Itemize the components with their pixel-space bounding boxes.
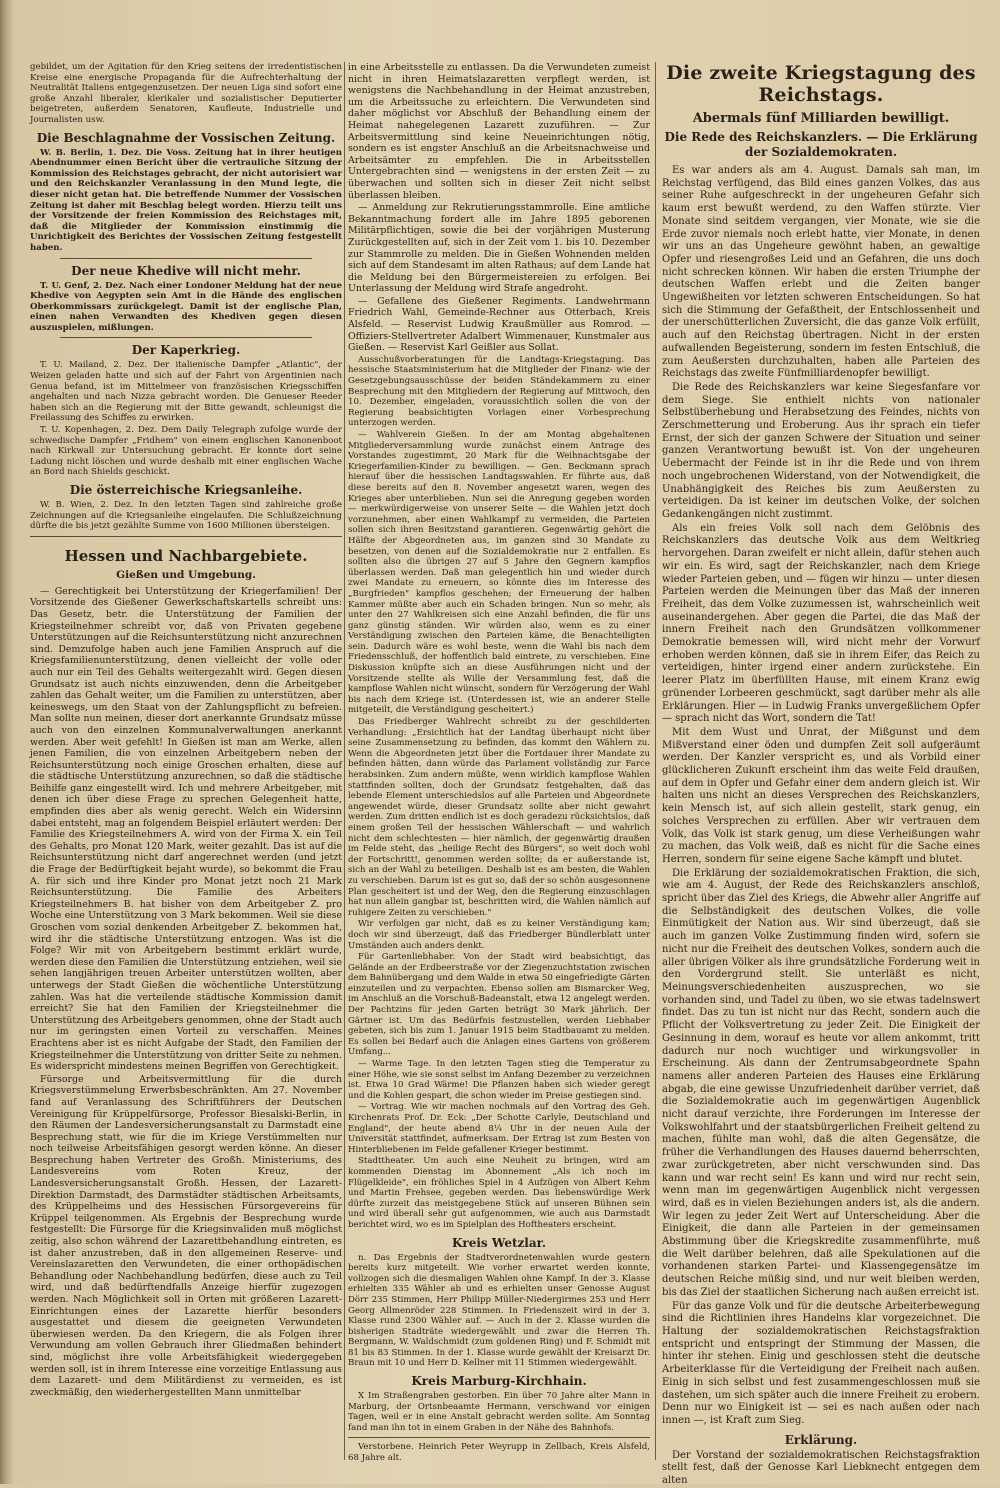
article-text: Für Gartenliebhaber. Von der Stadt wird beabsichtigt, das Gelände an der Erdbeerstraße vor der Ziegenzuchtstation zwischen dem Bahnübergang und dem Walde in etwa 50 eingefriedigte Gärten einzuteilen und zu verpachten. Ebenso sollen am Bismarcker Weg, im Anschluß an die Vorschuß-Badeanstalt, etwa 12 angelegt werden. Der Pachtzins für jeden Garten beträgt 30 Mark jährlich. Der Gärtner ist. Um das Bedürfnis festzustellen, werden Liebhaber gebeten, sich bis zum 1. Januar 1915 beim Stadtbauamt zu melden. Es sollen bei Bedarf auch die Anlagen eines Gartens von größerem Umfang...	[348, 952, 650, 1058]
article-text: Mit dem Wust und Unrat, der Mißgunst und dem Mißverstand einer öden und dumpfen Zeit soll aufgeräumt werden. Der Kanzler verspricht es, und als Vorbild einer glücklicheren Zukunft erscheint ihm das weite Feld draußen, auf dem in Opfer und Gefahr einer dem andern gleich ist. Wir halten uns nicht an dieses Versprechen des Reichskanzlers, kein Mensch ist, auf sich allein gestellt, stark genug, ein solches Versprechen zu erfüllen. Aber wir vertrauen dem Volk, das Volk ist stark genug, um diese Verheißungen wahr zu machen, das Volk weiß, daß es nicht für die Sache eines Herren, sondern für seine eigene Sache kämpft und blutet.	[662, 726, 980, 865]
article-text: — Anmeldung zur Rekrutierungsstammrolle. Eine amtliche Bekanntmachung fordert alle im Jahre 1895 geborenen Militärpflichtigen, sowie die bei der vorjährigen Musterung Zurückgestellten auf, sich in der Zeit vom 1. bis 10. Dezember zur Stammrolle zu melden. Die in Gießen Wohnenden melden sich auf dem Standesamt im alten Rathaus; auf dem Lande hat die Meldung bei den Bürgermeistereien zu erfolgen. Bei Unterlassung der Meldung wird Strafe angedroht.	[348, 202, 650, 295]
article-text: — Wahlverein Gießen. In der am Montag abgehaltenen Mitgliederversammlung wurde zunächst einem Antrage des Vorstandes zugestimmt, 20 Mark für die Weihnachtsgabe der Kriegerfamilien-Kinder zu bewilligen. — Gen. Beckmann sprach hierauf über die hessischen Landtagswahlen. Er führte aus, daß diese bereits auf den 8. November angesetzt waren, wegen des Krieges aber unterblieben. Nun sei die Anregung gegeben worden — merkwürdigerweise von unserer Seite — die Wahlen jetzt doch vorzunehmen, aber einen Wahlkampf zu vermeiden, die Parteien sollen sich ihren Besitzstand garantieren. Gegenwärtig gehört die Hälfte der Abgeordneten aus, im ganzen sind 30 Mandate zu besetzen, von denen auf die Sozialdemokratie nur 2 entfallen. Es sollten also die übrigen 27 auf 5 Jahre den Gegnern kampflos überlassen werden. Daß man gelegentlich hin und wieder durch zwei Mandate zu erneuern, so könnte dies im Interesse des „Burgfrieden" kampflos geschehen; der Erneuerung der halben Kammer müßte aber auch ein Schaden bringen. Nun so mehr, als unter den 27 Wahlkreisen sich eine Anzahl befinden, die für uns ganz günstig ständen. Wir würden also, wenn es zu einer Verständigung zwischen den Parteien käme, die Benachteiligten sein. Dadurch wäre es wohl beste, wenn die Wahl bis nach dem Friedensschluß, der hoffentlich bald eintrete, zu verschieben. Eine Diskussion knüpfte sich an diese Ausführungen nicht und der Vorsitzende stellte als Wille der Versammlung fest, daß die kampflose Wahlen nicht wünscht, sondern für Verzögerung der Wahl bis nach dem Kriege ist. (Unterdessen ist, wie an anderer Stelle mitgeteilt, die Verständigung gescheitert.)	[348, 430, 650, 716]
article-text: Stadttheater. Um auch eine Neuheit zu bringen, wird am kommenden Dienstag im Abonnement „Als ich noch im Flügelkleide", ein fröhliches Spiel in 4 Aufzügen von Albert Kehm und Martin Frehsee, gegeben werden. Das liebenswürdige Werk dürfte zurzeit das meistgegebene Stück auf unseren Bühnen sein und wird überall sehr gut aufgenommen, wie auch aus Darmstadt berichtet wird, wo es im Spielplan des Hoftheaters erscheint.	[348, 1156, 650, 1230]
article-text: Der Vorstand der sozialdemokratischen Reichstagsfraktion stellt fest, daß der Genosse Karl Liebknecht entgegen dem alten	[662, 1449, 980, 1487]
subheadline: Die Rede des Reichskanzlers. — Die Erklärung der Sozialdemokraten.	[664, 130, 978, 159]
article-text: Die Rede des Reichskanzlers war keine Siegesfanfare vor dem Siege. Sie enthielt nichts von nationaler Selbstüberhebung und Herabsetzung des Feindes, nichts von Zerschmetterung und Eroberung. Aus ihr sprach ein tiefer Ernst, der sich der ganzen Schwere der Situation und seiner ganzen Verantwortung bewußt ist. Von der ungeheuren Uebermacht der Feinde ist in ihr die Rede und von ihrem noch ungebrochenen Widerstand, von der Notwendigkeit, die Unabhängigkeit des Reiches bis zum Aeußersten zu verteidigen. Da ist keiner im deutschen Volke, der solchen Gedankengängen nicht zustimmt.	[662, 381, 980, 520]
article-text: Wir verfolgen gar nicht, daß es zu keiner Verständigung kam; doch wir sind überzeugt, daß das Friedberger Bündlerblatt unter Umständen auch anders denkt.	[348, 919, 650, 951]
article-text: — Warme Tage. In den letzten Tagen stieg die Temperatur zu einer Höhe, wie sie sonst selbst im Anfang Dezember zu verzeichnen ist. Etwa 10 Grad Wärme! Die Pflanzen haben sich wieder geregt und die Kohlen gespart, die schon wieder im Preise gestiegen sind.	[348, 1059, 650, 1101]
divider	[60, 258, 312, 259]
article-text: — Vortrag. Wie wir machen nochmals auf den Vortrag des Geh. Kirchenrats Prof. Dr. Eck: „Der Schotte Carlyle, Deutschland und England", der heute abend 8¼ Uhr in der neuen Aula der Universität stattfindet, aufmerksam. Der Ertrag ist zum Besten von Hinterbliebenen im Felde gefallener Krieger bestimmt.	[348, 1102, 650, 1155]
article-text: Als ein freies Volk soll nach dem Gelöbnis des Reichskanzlers das deutsche Volk aus dem Weltkrieg hervorgehen. Daran zweifelt er nicht allein, dafür stehen auch wir ein. Es wird, sagt der Reichskanzler, nach dem Kriege wieder Parteien geben, und — fügen wir hinzu — unter diesen Parteien werden die Meinungen über das Maß der inneren Freiheit, das dem Volke zuzumessen ist, wahrscheinlich weit auseinandergehen. Aber gegen die Partei, die das Maß der innern Freiheit nach den Grundsätzen vollkommener Demokratie bemessen will, wird nicht mehr der Vorwurf erhoben werden können, daß sie in ihrem Eifer, das Reich zu verteidigen, hinter irgend einer andern zurückstehe. Ein leerer Platz im überfüllten Hause, mit einem Kranz ewig grünender Lorbeeren geschmückt, sagt darüber mehr als alle Erklärungen. Hier — in Ludwig Franks unvergeßlichem Opfer — sprach nicht das Wort, sondern die Tat!	[662, 522, 980, 725]
article-text: n. Das Ergebnis der Stadtverordnetenwahlen wurde gestern bereits kurz mitgeteilt. Wie vorher erwartet werden konnte, vollzogen sich die diesmaligen Wahlen ohne Kampf. In der 3. Klasse erhielten 335 Wähler ab und es erhielten unser Genosse August Dörr 235 Stimmen, Herr Philipp Müller-Niedergirmes 253 und Herr Georg Allmenröder 228 Stimmen. In Friedenszeit wird in der 3. Klasse rund 2300 Wähler auf. — Auch in der 2. Klasse wurden die bisherigen Stadträte wiedergewählt und zwar die Herren Th. Bergmann, W. Waldschmidt (zum goldenen Ring) und F. Schmidt mit 81 bis 83 Stimmen. In der 1. Klasse wurde gewählt der Kreisarzt Dr. Braun mit 10 und Herr D. Kellner mit 11 Stimmen wiedergewählt.	[348, 1252, 650, 1369]
headline: Erklärung.	[784, 1432, 858, 1447]
headline: Die österreichische Kriegsanleihe.	[69, 483, 303, 497]
section-headline: Hessen und Nachbargebiete.	[64, 546, 308, 565]
article-text: — Gerechtigkeit bei Unterstützung der Kriegerfamilien! Der Vorsitzende des Gießener Gewerkschaftskartells schreibt uns: Das Gesetz, betr. die Unterstützung der Familien der Kriegsteilnehmer schreibt vor, daß von Privaten gegebene Unterstützungen auf die Reichsunterstützung nicht anzurechnen sind. Demzufolge haben auch jene Familien Anspruch auf die Kriegsfamilienunterstützung, denen vielleicht der volle oder auch nur ein Teil des Gehalts weitergezahlt wird. Gegen diesen Grundsatz ist auch nichts einzuwenden, denn die Arbeitgeber zahlen das Gehalt weiter, um die Familien zu unterstützen, aber keineswegs, um den Staat von der Zahlungspflicht zu befreien. Man sollte nun meinen, dieser dort anerkannte Grundsatz müsse auch von den einzelnen Kommunalverwaltungen anerkannt werden. Aber weit gefehlt! In Gießen ist man am Werke, allen jenen Familien, die von einzelnen Arbeitgebern neben der Reichsunterstützung noch einige Groschen erhalten, diese auf die städtische Unterstützung anzurechnen, so daß die städtische Beihilfe ganz eingestellt wird. Ich und mehrere Arbeitgeber, mit denen ich über diese Frage zu sprechen Gelegenheit hatte, empfinden dies aber als wenig gerecht. Welch ein Widersinn dabei entsteht, mag an folgendem Beispiel erläutert werden: Der Familie des Kriegsteilnehmers A. wird von der Firma X. ein Teil des Gehalts, pro Monat 120 Mark, weiter gezahlt. Das ist auf die Reichsunterstützung nicht darf angerechnet werden (und jetzt die Frage der Bedürftigkeit bejaht wurde), so bekommt die Frau A. für sich und ihre Kinder pro Monat jetzt noch 21 Mark Reichsunterstützung. Die Familie des Arbeiters Kriegsteilnehmers B. hat bisher von dem Arbeitgeber Z. pro Woche eine Unterstützung von 3 Mark bekommen. Weil sie diese Groschen vom sozial denkenden Arbeitgeber Z. bekommen hat, wird ihr die städtische Unterstützung entzogen. Was ist die Folge? Wir mit von Arbeitgebern bestimmt erklärt wurde, werden diese den Familien die Unterstützung entziehen, weil sie sehen langjährigen treuen Arbeiter unterstützen wollten, aber unterwegs der Stadt Gießen die wöchentliche Unterstützung zahlen. Was hat die verteilende städtische Kommission damit erreicht? Sie hat den Familien der Kriegsteilnehmer die Unterstützung des Arbeitgebers genommen, ohne der Stadt auch nur im geringsten einen Vorteil zu verschaffen. Meines Erachtens aber ist es nicht Aufgabe der Stadt, den Familien der Kriegsteilnehmer die Unterstützung von dritter Seite zu nehmen. Es widerspricht mindestens meinen Begriffen von Gerechtigkeit.	[30, 585, 342, 1073]
headline: Kreis Marburg-Kirchhain.	[411, 1374, 587, 1389]
article-text: Es war anders als am 4. August. Damals sah man, im Reichstag verfügend, das Bild eines ganzen Volkes, das aus seiner Ruhe aufgeschreckt in der ungeheuren Gefahr sich kaum erst bewußt werdend, zu den Waffen stürzte. Vier Monate sind seitdem vergangen, vier Monate, wie sie die Erde zuvor niemals noch erlebt hatte, vier Monate, in denen wir uns an das Ungeheure gewöhnt haben, an gewaltige Opfer und riesengroßes Leid und an Gefahren, die uns doch nicht schrecken können. Wir haben die ersten Triumphe der deutschen Waffen erlebt und die Zeiten banger Ungewißheiten vor letzten schweren Entscheidungen. So hat sich die Stimmung der Gefaßtheit, der Entschlossenheit und der unerschütterlichen Zuversicht, die das ganze Volk erfüllt, auch auf den Reichstag übertragen. Nicht in der ersten aufwallenden Begeisterung, sondern im festen Entschluß, die zum Aeußersten durchzuhalten, haben alle Parteien des Reichstags das zweite Fünfmilliardenopfer bewilligt.	[662, 165, 980, 380]
article-text: Das Friedberger Wahlrecht schreibt zu der geschilderten Verhandlung: „Ersichtlich hat der Landtag überhaupt nicht über seine Zusammensetzung zu befinden, das kommt den Wählern zu. Wenn die Abgeordneten jetzt über die Fortdauer ihrer Mandate zu befinden hätten, dann würde das Parlament vollständig zur Farce herabsinken. Zum andern müßte, wenn wirklich kampflose Wahlen stattfinden sollten, doch der Grundsatz festgehalten, daß das lebende Element unterschiedslos auf alle Parteien und Abgeordnete angewendet würde, dieser Grundsatz sollte aber nicht gewahrt werden. Zum dritten endlich ist es doch geradezu rücksichtslos, daß einem großen Teil der hessischen Wählerschaft — und wahrlich nicht dem schlechtesten — hier nämlich, der gegenwärtig draußen im Felde steht, das „heilige Recht des Bürgers", so weit doch wohl der Fortschritt!, genommen werden sollte; da er außerstande ist, sich an der Wahl zu beteiligen. Deshalb ist es am besten, die Wahlen zu verschieben. Darum ist es gut so, daß der so schön ausgesonnene Plan gescheitert ist und der Weg, den die Regierung einzuschlagen hat nun allein gangbar ist, beschritten wird, die Wahlen nämlich auf ruhigere Zeiten zu verschieben."	[348, 717, 650, 918]
article-text: T. U. Kopenhagen, 2. Dez. Dem Daily Telegraph zufolge wurde der schwedische Dampfer „Fridhem" von einem englischen Kanonenboot nach Kirkwall zur Untersuchung gebracht. Er konnte dort seine Ladung nicht löschen und wurde deshalb mit einer englischen Wache an Bord nach Shields geschickt.	[30, 425, 342, 478]
article-text: W. B. Wien, 2. Dez. In den letzten Tagen sind zahlreiche große Zeichnungen auf die Kriegsanleihe eingelaufen. Die Schlußzeichnung dürfte die bis jetzt gezählte Summe von 1600 Millionen übersteigen.	[30, 500, 342, 532]
divider	[30, 536, 342, 537]
article-text: Fürsorge und Arbeitsvermittlung für die durch Kriegsverstümmelung Erwerbsbeschränkten. Am 27. November fand auf Veranlassung des Schriftführers der Deutschen Vereinigung für Krüppelfürsorge, Professor Biesalski-Berlin, in den Räumen der Landesversicherungsanstalt zu Darmstadt eine Besprechung statt, wie für die im Kriege Verstümmelten nur noch teilweise Arbeitsfähigen gesorgt werden könne. An dieser Besprechung haben Vertreter des Großh. Ministeriums, des Landesvereins vom Roten Kreuz, der Landesversicherungsanstalt Großh. Hessen, der Lazarett-Direktion Darmstadt, des Darmstädter städtischen Arbeitsamts, des Krüppelheims und des Hessischen Fürsorgevereins für Krüppel teilgenommen. Als Ergebnis der Besprechung wurde festgestellt: Die Fürsorge für die Kriegsinvaliden muß möglichst zeitig, also schon während der Lazarettbehandlung eintreten, es ist daher anzustreben, daß in den allgemeinen Reserve- und Vereinslazaretten den Verwundeten, die einer orthopädischen Behandlung oder Nachbehandlung bedürfen, diese auch zu Teil wird, und daß bedürftendfalls Anzeige hierfür zugezogen werden. Nach Möglichkeit soll in Orten mit größeren Lazarett-Einrichtungen eines der Lazarette hierfür besonders ausgestattet und diesem die geeigneten Verwundeten überwiesen werden. Da den Kriegern, die als Folgen ihrer Verwundung am vollen Gebrauch ihrer Gliedmaßen behindert sind, möglichst ihre volle Arbeitsfähigkeit wiedergegeben werden soll, ist in ihrem Interesse eine vorzeitige Entlassung aus dem Lazarett- und dem Militärdienst zu vermeiden, es ist zweckmäßig, den wiederhergestellten Mann unmittelbar	[30, 1073, 342, 1398]
article-text: in eine Arbeitsstelle zu entlassen. Da die Verwundeten zumeist nicht in ihren Heimatslazaretten verpflegt werden, ist wenigstens die Nachbehandlung in der Heimat anzustreben, um die Arbeitssuche zu erleichtern. Die Verwundeten sind daher möglichst vor Abschluß der Behandlung einem der Heimat nahegelegenen Lazarett zuzuführen. — Zur Arbeitsvermittlung sind keine Neueinrichtungen nötig, sondern es ist engster Anschluß an die Arbeitsnachweise und Arbeitsämter zu empfehlen. Die in Arbeitsstellen Untergebrachten sind — wenigstens in der ersten Zeit — zu überwachen und sollten sich in dieser Zeit nicht selbst überlassen bleiben.	[348, 62, 650, 201]
divider	[60, 337, 312, 338]
article-text: W. B. Berlin, 1. Dez. Die Voss. Zeitung hat in ihrer heutigen Abendnummer einen Bericht über die vertrauliche Sitzung der Kommission des Reichstages gebracht, der nicht autorisiert war und den Reichskanzler Veranlassung in den Mund legte, die dieser nicht getan hat. Die betreffende Nummer der Vossischen Zeitung ist daher mit Beschlag belegt worden. Hierzu teilt uns der Vorsitzende der freien Kommission des Reichstages mit, daß die Mitglieder der Kommission einstimmig die Unrichtigkeit des Berichtes der Vossischen Zeitung festgestellt haben.	[30, 147, 342, 253]
headline: Kreis Wetzlar.	[451, 1235, 547, 1250]
headline: Der Kaperkrieg.	[131, 343, 241, 358]
headline: Die Beschlagnahme der Vossischen Zeitung.	[36, 130, 336, 145]
column-right	[662, 62, 980, 1487]
subheadline: Abermals fünf Milliarden bewilligt.	[692, 111, 950, 126]
article-text: T. U. Mailand, 2. Dez. Der italienische Dampfer „Atlantic", der Weizen geladen hatte und sich auf der Fahrt von Argentinien nach Genua befand, ist im Mittelmeer von französischen Kriegsschiffen angehalten und nach Nizza gebracht worden. Die Genueser Reeder haben sich an die Regierung mit der Bitte gewandt, schleunigst die Freilassung des Schiffes zu erwirken.	[30, 360, 342, 424]
article-text: Die Erklärung der sozialdemokratischen Fraktion, die sich, wie am 4. August, der Rede des Reichskanzlers anschloß, spricht über das Ziel des Kriegs, die Abwehr aller Angriffe auf die Selbständigkeit des deutschen Volkes, die volle Einmütigkeit der Nation aus. Wir sind überzeugt, daß sie auch im ganzen Volke Zustimmung finden wird, sofern sie nicht nur die Freiheit des deutschen Volkes, sondern auch die aller übrigen Völker als ihre grundsätzliche Forderung weit in den Vordergrund stellt. Sie unterläßt es nicht, Meinungsverschiedenheiten auszusprechen, wo sie vorhanden sind, und Tadel zu üben, wo sie etwas tadelnswert findet. Das zu tun ist nicht nur das Recht, sondern auch die Pflicht der Volksvertretung zu jeder Zeit. Die Einigkeit der Gesinnung in dem, worauf es heute vor allem ankommt, tritt dadurch nur noch wuchtiger und wirkungsvoller in Erscheinung. Als dann der Zentrumsabgeordnete Spahn namens aller anderen Parteien des Hauses eine Erklärung abgab, die eine gewisse Unzufriedenheit darüber verriet, daß die Sozialdemokratie auch im gegenwärtigen Augenblick nicht darauf verzichte, ihre Forderungen im Interesse der Volkswohlfahrt und der staatsbürgerlichen Freiheit geltend zu machen, fühlte man wohl, daß die alten Gegensätze, die früher die Verhandlungen des Hauses dauernd beherrschten, zwar zurückgetreten, aber nicht verschwunden sind. Das kann und war recht sein! Es kann und wird nur recht sein, wenn man im gegenwärtigen Augenblick nicht vergessen wird, daß es in vielen Beziehungen anders ist, als die andern. Wir legen zu jeder Zeit Wert auf Unterscheidung. Aber die Einigkeit, die dann alle Parteien in der gemeinsamen Abstimmung über die Kriegskredite zusammenführte, muß die Welt darüber belehren, daß alle Spekulationen auf die vorhandenen starken Partei- und Klassengegensätze im deutschen Reiche müßig sind, und nur weit bleiben werden, bis das Ziel der staatlichen Sicherung nach außen erreicht ist.	[662, 867, 980, 1298]
divider	[348, 1437, 650, 1438]
column-left	[30, 62, 342, 1460]
article-text: — Gefallene des Gießener Regiments. Landwehrmann Friedrich Wahl, Gemeinde-Rechner aus Otterbach, Kreis Alsfeld. — Reservist Ludwig Kraußmüller aus Romrod. — Offiziers-Stellvertreter Adalbert Wimmenauer, Kunstmaler aus Gießen. — Reservist Karl Geißler aus Sollat.	[348, 295, 650, 354]
article-text: gebildet, um der Agitation für den Krieg seitens der irredentistischen Kreise eine energische Propaganda für die Aufrechterhaltung der Neutralität Italiens entgegenzusetzen. Der neuen Liga sind sofort eine große Anzahl liberaler, klerikaler und sozialistischer Deputierter beigetreten, außerdem Senatoren, Kaufleute, Industrielle und Journalisten usw.	[30, 62, 342, 125]
article-text: Für das ganze Volk und für die deutsche Arbeiterbewegung sind die Richtlinien ihres Handelns klar vorgezeichnet. Die Haltung der sozialdemokratischen Reichstagsfraktion entspricht und entspringt der Stimmung der Massen, die hinter ihr stehen. Einig und geschlossen steht die deutsche Arbeiterklasse für die Verteidigung der Freiheit nach außen. Einig in sich selbst und fest zusammengeschlossen muß sie dastehen, um sich später auch die innere Freiheit zu erobern. Denn nur wo Einigkeit ist — sei es nach außen oder nach innen —, ist Kraft zum Sieg.	[662, 1300, 980, 1426]
column-middle	[348, 62, 650, 1464]
article-text: Ausschußvorberatungen für die Landtags-Kriegstagung. Das hessische Staatsministerium hat die Mitglieder der Finanz- wie der Gesetzgebungsausschüsse der beiden Ständekammern zu einer Besprechung mit den Mitgliedern der Regierung auf Mittwoch, den 10. Dezember, eingeladen, voraussichtlich sollen die von der Regierung beabsichtigten Vorlagen einer Vorbesprechung unterzogen werden.	[348, 354, 650, 429]
main-headline: Die zweite Kriegstagung des Reichstags.	[666, 62, 976, 106]
column-rule	[655, 62, 656, 1460]
section-subheadline: Gießen und Umgebung.	[116, 568, 256, 581]
column-rule	[344, 62, 345, 1460]
article-text: T. U. Genf, 2. Dez. Nach einer Londoner Meldung hat der neue Khedive von Aegypten sein Amt in die Hände des englischen Oberkommissars zurückgelegt. Damit ist der englische Plan, einen nahen Verwandten des Khediven gegen diesen auszuspielen, mißlungen.	[30, 280, 342, 333]
headline: Der neue Khedive will nicht mehr.	[71, 263, 301, 278]
article-text: Verstorbene. Heinrich Peter Weyrupp in Zellbach, Kreis Alsfeld, 68 Jahre alt.	[348, 1442, 650, 1464]
article-text: X Im Straßengraben gestorben. Ein über 70 Jahre alter Mann in Marburg, der Ortsnbeaamte Hermann, verschwand vor einigen Tagen, weil er in eine Anstalt gebracht werden sollte. Am Sonntag fand man ihn tot in einem Graben in der Nähe des Bahnhofs.	[348, 1391, 650, 1433]
